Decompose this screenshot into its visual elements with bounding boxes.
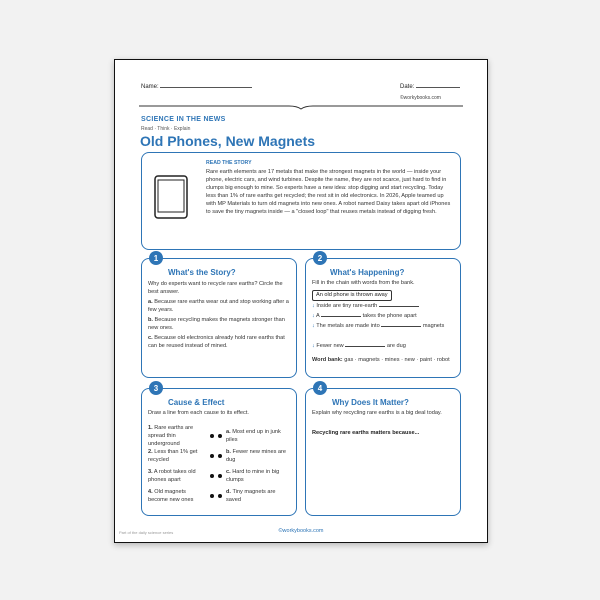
site-label: ©workybooks.com xyxy=(400,95,441,101)
chain-step-2: ↓ A takes the phone apart xyxy=(312,313,417,319)
answer-area[interactable] xyxy=(312,441,454,507)
cause-4: 4. Old magnets become new ones xyxy=(148,489,194,503)
cause-dot-1[interactable] xyxy=(210,434,214,438)
effect-dot-a[interactable] xyxy=(218,434,222,438)
effect-dot-b[interactable] xyxy=(218,454,222,458)
kicker: SCIENCE IN THE NEWS xyxy=(141,116,226,123)
chain-start: An old phone is thrown away xyxy=(312,290,392,301)
section-4-starter: Recycling rare earths matters because... xyxy=(312,430,420,436)
effect-dot-c[interactable] xyxy=(218,474,222,478)
section-4-title: Why Does It Matter? xyxy=(332,398,409,407)
section-2-title: What's Happening? xyxy=(330,268,405,277)
cause-3: 3. A robot takes old phones apart xyxy=(148,469,196,483)
story-heading: READ THE STORY xyxy=(206,160,252,166)
footer-site: ©workybooks.com xyxy=(278,528,324,534)
word-bank-words: gas · magnets · mines · new · paint · robot xyxy=(344,357,450,363)
blank-3[interactable] xyxy=(381,321,421,327)
word-bank-label: Word bank: xyxy=(312,357,343,363)
section-2-box xyxy=(305,253,461,378)
chain-step-4: ↓ Fewer new are dug xyxy=(312,343,406,349)
section-3-instruction: Draw a line from each cause to its effect. xyxy=(148,410,249,416)
name-line xyxy=(160,87,252,88)
option-a: a. Because rare earths wear out and stop working after a few years. xyxy=(148,299,289,313)
header-divider xyxy=(139,102,463,110)
cause-dot-2[interactable] xyxy=(210,454,214,458)
blank-1[interactable] xyxy=(379,301,419,307)
option-b: b. Because recycling makes the magnets stronger than new ones. xyxy=(148,317,285,331)
date-label: Date: xyxy=(400,84,415,90)
page-title: Old Phones, New Magnets xyxy=(140,133,316,149)
section-3-number: 3 xyxy=(149,381,163,395)
section-1-title: What's the Story? xyxy=(168,268,236,277)
effect-c: c. Hard to mine in big clumps xyxy=(226,469,280,483)
name-field xyxy=(141,84,252,90)
chain-step-3: ↓ The metals are made into magnets xyxy=(312,323,445,329)
cause-dot-4[interactable] xyxy=(210,494,214,498)
option-c: c. Because old electronics already hold rare earths that can be reused instead of mined. xyxy=(148,335,285,349)
effect-a: a. Most end up in junk piles xyxy=(226,429,281,443)
section-1-number: 1 xyxy=(149,251,163,265)
effect-d: d. Tiny magnets are saved xyxy=(226,489,276,503)
story-box xyxy=(141,152,461,250)
section-4-prompt: Explain why recycling rare earths is a big deal today. xyxy=(312,410,442,416)
blank-2[interactable] xyxy=(321,311,361,317)
word-bank xyxy=(312,356,452,364)
section-4-number: 4 xyxy=(313,381,327,395)
section-1-question: Why do experts want to recycle rare earths? Circle the best answer. xyxy=(148,281,283,295)
worksheet-page xyxy=(114,59,488,543)
section-3-box xyxy=(141,383,297,516)
subkicker: Read · Think · Explain xyxy=(141,126,191,132)
blank-4[interactable] xyxy=(345,341,385,347)
cause-1: 1. Rare earths are spread thin underground xyxy=(148,425,194,447)
tablet-icon xyxy=(154,175,188,219)
section-1-box xyxy=(141,253,297,378)
date-field xyxy=(400,84,460,90)
effect-b: b. Fewer new mines are dug xyxy=(226,449,287,463)
footer-series: Part of the daily science series xyxy=(119,530,174,535)
section-3-title: Cause & Effect xyxy=(168,398,225,407)
section-2-number: 2 xyxy=(313,251,327,265)
cause-2: 2. Less than 1% get recycled xyxy=(148,449,198,463)
story-text: Rare earth elements are 17 metals that make the strongest magnets in the world — inside your phone, electric cars, and wind turbines. Despite the name, they are not scarce, just hard to find in clumps big enough to mine. So experts have a new idea: stop digging and start recycling. Today less than 1% of rare earths get recycled; the rest sit in old electronics. In 2026, Apple teamed up with MP Materials to turn old magnets into new ones. A robot named Daisy takes apart old iPhones to save the tiny magnets inside — a "closed loop" that reuses metals instead of digging fresh. xyxy=(206,169,451,215)
section-2-instruction: Fill in the chain with words from the bank. xyxy=(312,280,415,286)
effect-dot-d[interactable] xyxy=(218,494,222,498)
name-label: Name: xyxy=(141,84,159,90)
section-4-box xyxy=(305,383,461,516)
cause-dot-3[interactable] xyxy=(210,474,214,478)
date-line xyxy=(416,87,460,88)
chain-step-1: ↓ Inside are tiny rare-earth xyxy=(312,301,456,310)
